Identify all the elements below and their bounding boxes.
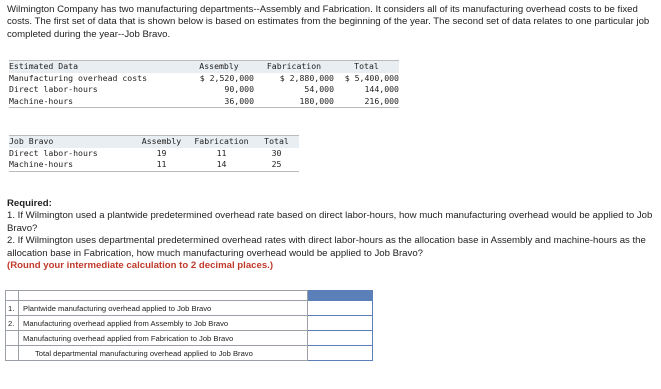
table-row <box>9 84 399 96</box>
answer-row-label: Total departmental manufacturing overhead applied to Job Bravo <box>19 346 308 361</box>
cell-value: 30 <box>271 147 282 158</box>
answer-row-label: Plantwide manufacturing overhead applied to Job Bravo <box>19 301 308 316</box>
table-row <box>9 148 299 160</box>
cell-value: $ 5,400,000 <box>344 72 399 83</box>
header-fabrication: Fabrication <box>189 136 254 148</box>
answer-header-bar <box>308 291 373 301</box>
cell-value: 36,000 <box>184 96 254 108</box>
cell-value: 11 <box>216 147 227 158</box>
cell-value: 25 <box>254 159 299 171</box>
table-header-row <box>9 136 299 148</box>
row-label: Machine-hours <box>9 159 134 171</box>
header-assembly: Assembly <box>184 61 254 73</box>
header-total: Total <box>334 61 399 73</box>
answer-row-number: 2. <box>6 316 19 331</box>
header-fabrication: Fabrication <box>254 61 334 73</box>
required-section <box>7 198 657 272</box>
cell-value: 180,000 <box>254 96 334 108</box>
cell-value: 216,000 <box>334 96 399 108</box>
table-row <box>9 96 399 108</box>
rounding-note: (Round your intermediate calculation to 2 decimal places.) <box>7 260 274 272</box>
answer-row-number <box>6 346 19 361</box>
row-label: Manufacturing overhead costs <box>9 72 148 83</box>
answer-header-spacer <box>19 291 308 301</box>
answer-row <box>6 301 373 316</box>
header-label: Job Bravo <box>9 136 134 148</box>
table-header-row <box>9 61 399 73</box>
job-bravo-table <box>9 135 299 172</box>
answer-row-label: Manufacturing overhead applied from Fabrication to Job Bravo <box>19 331 308 346</box>
estimated-data-table <box>9 60 399 108</box>
cell-value: 11 <box>134 159 189 171</box>
question-1: 1. If Wilmington used a plantwide predetermined overhead rate based on direct labor-hours, how much manufacturing overhead would be applied to Job Bravo? <box>7 210 653 234</box>
table-row <box>9 159 299 171</box>
cell-value: $ 2,880,000 <box>279 72 334 83</box>
answer-table <box>5 290 373 361</box>
row-label: Machine-hours <box>9 96 184 108</box>
total-overhead-input[interactable] <box>308 346 373 361</box>
table-row <box>9 73 399 85</box>
cell-value: 54,000 <box>304 84 334 94</box>
fabrication-overhead-input[interactable] <box>308 331 373 346</box>
answer-row-label: Manufacturing overhead applied from Assembly to Job Bravo <box>19 316 308 331</box>
required-heading: Required: <box>7 198 52 209</box>
row-label: Direct labor-hours <box>9 84 98 94</box>
answer-header-row <box>6 291 373 301</box>
cell-value: $ 2,520,000 <box>199 72 254 83</box>
answer-row <box>6 331 373 346</box>
answer-row <box>6 316 373 331</box>
header-total: Total <box>254 136 299 148</box>
question-2: 2. If Wilmington uses departmental predetermined overhead rates with direct labor-hours as the allocation base in Assembly and machine-hours as the allocation base in Fabrication, how much manufacturing overhead would be applied to Job Bravo? <box>7 235 646 259</box>
answer-row <box>6 346 373 361</box>
cell-value: 14 <box>189 159 254 171</box>
header-label: Estimated Data <box>9 61 184 73</box>
answer-header-spacer <box>6 291 19 301</box>
cell-value: 144,000 <box>364 84 399 94</box>
answer-row-number <box>6 331 19 346</box>
cell-value: 90,000 <box>224 84 254 94</box>
row-label: Direct labor-hours <box>9 147 98 158</box>
header-assembly: Assembly <box>134 136 189 148</box>
problem-intro: Wilmington Company has two manufacturing departments--Assembly and Fabrication. It considers all of its manufacturing overhead costs to be fixed costs. The first set of data that is shown below is based on estimates from the beginning of the year. The second set of data relates to one particular job completed during the year--Job Bravo. <box>7 4 650 40</box>
cell-value: 19 <box>156 147 167 158</box>
answer-row-number: 1. <box>6 301 19 316</box>
assembly-overhead-input[interactable] <box>308 316 373 331</box>
plantwide-overhead-input[interactable] <box>308 301 373 316</box>
